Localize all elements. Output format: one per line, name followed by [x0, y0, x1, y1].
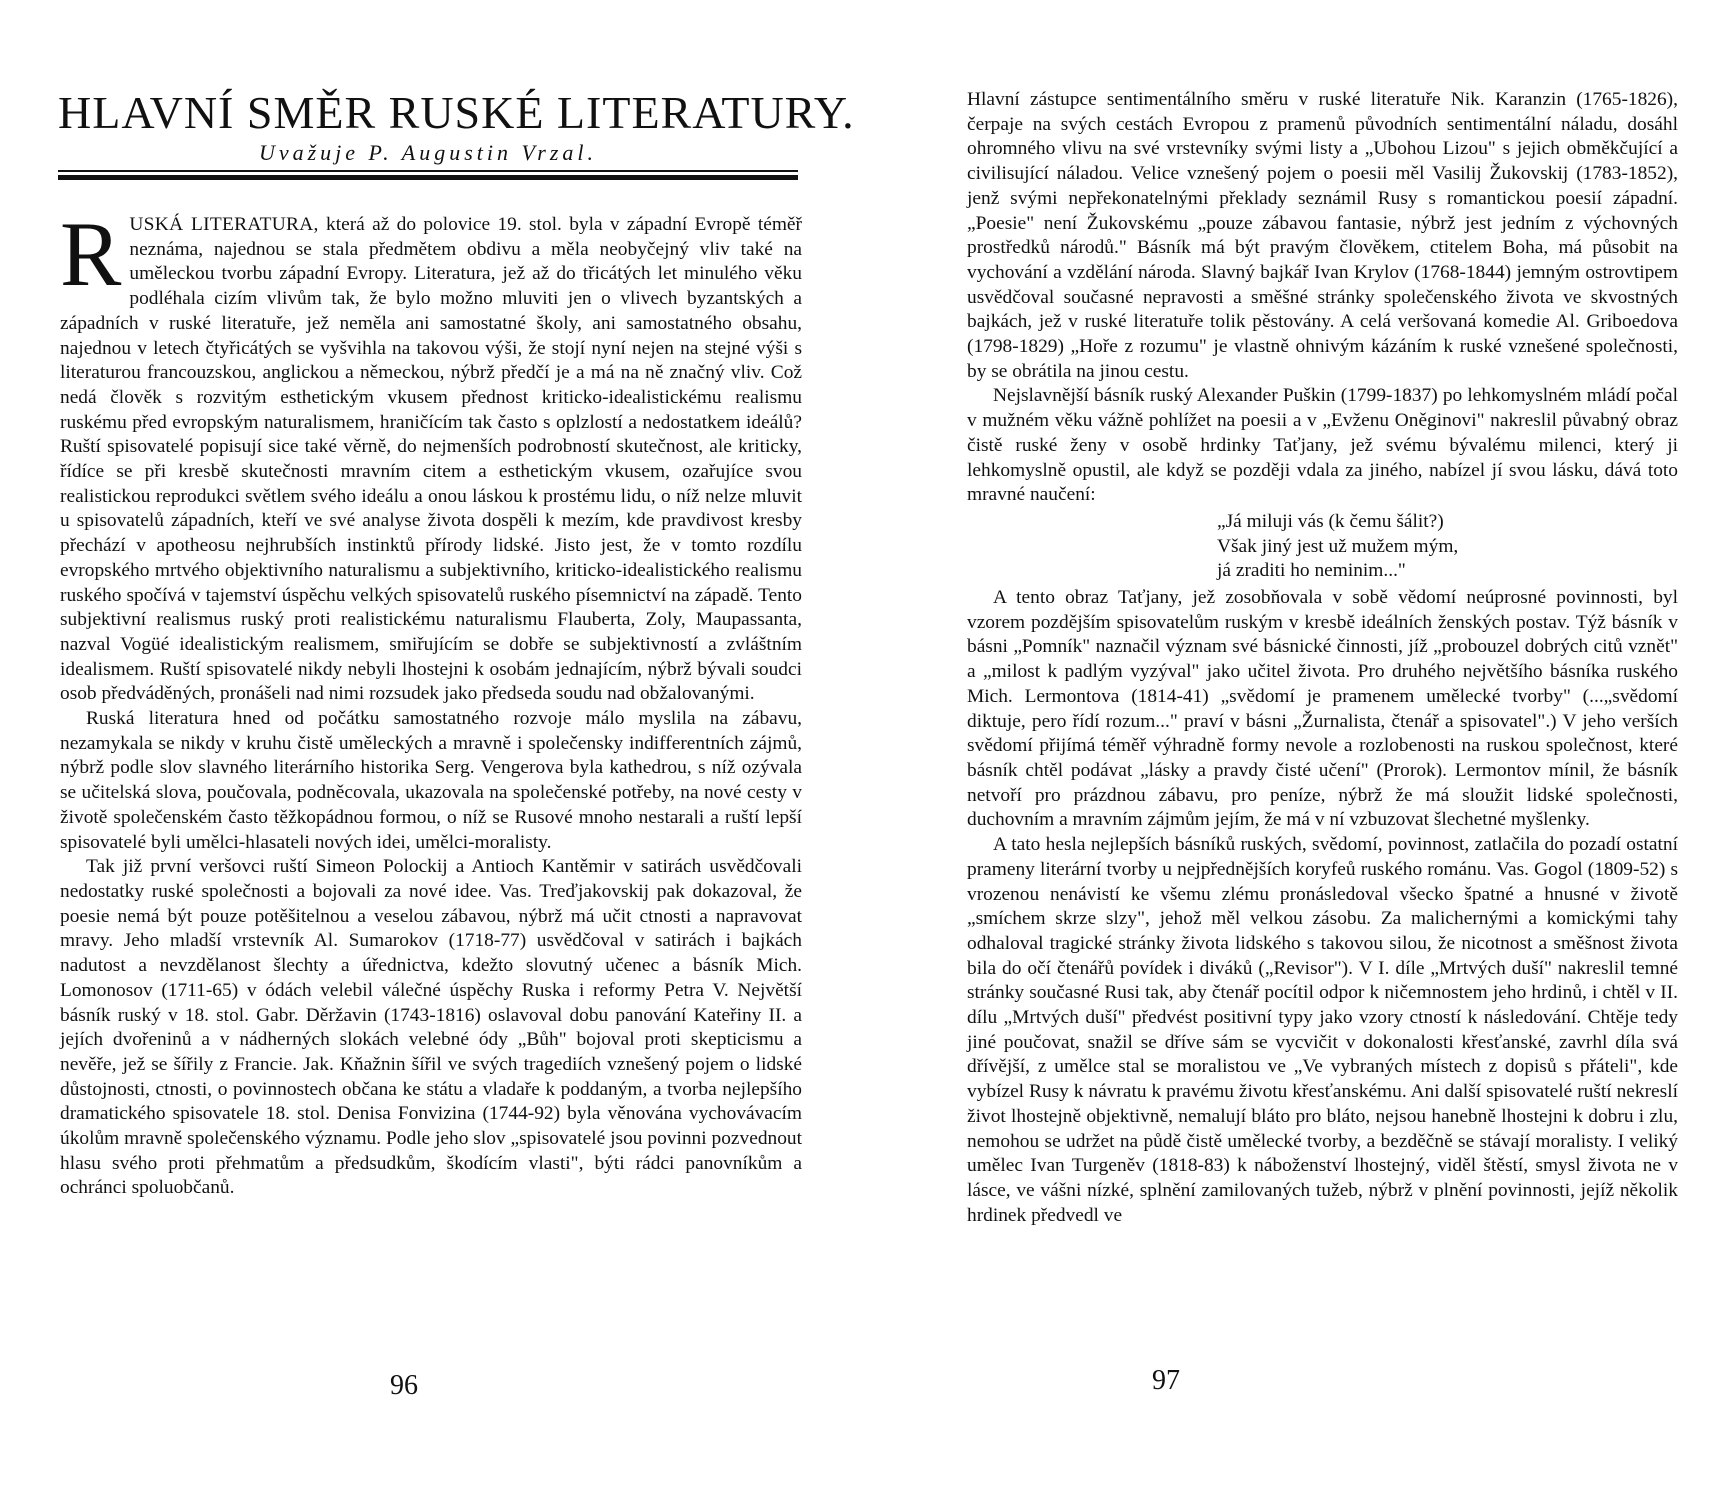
- verse-quote: [1217, 510, 1678, 584]
- verse-line: já zraditi ho neminim...": [1217, 560, 1406, 582]
- intro-caps: USKÁ LITERATURA,: [129, 214, 319, 235]
- paragraph: Ruská literatura hned od počátku samostatného rozvoje málo myslila na zábavu, nezamykala se nikdy v kruhu čistě uměleckých a mravně i společensky indifferentních zájmů, nýbrž podle slov slavného literárního historika Serg. Vengerova byla kathedrou, s níž ozývala se učitelská slova, poučovala, podněcovala, ukazovala na společenské potřeby, na nové cesty v životě společenském často těžkopádnou formou, o níž se Rusové mnoho nestarali a ruští lepší spisovatelé byli umělci-hlasateli nových idei, umělci-moralisty.: [60, 708, 802, 853]
- paragraph: A tento obraz Taťjany, jež zosobňovala v sobě vědomí neúprosné povinnosti, byl vzorem pozdějším spisovatelům ruským v kresbě ideálních ženských postav. Týž básník v básni „Pomník" naznačil význam své básnické činnosti, jíž „probouzel dobrých citů vznět" a „milost k padlým vyzýval" jako učitel života. Pro druhého největšího básníka ruského Mich. Lermontova (1814-41) „svědomí je pramenem umělecké tvorby" (...„svědomí diktuje, pero řídí rozum..." praví v básni „Žurnalista, čtenář a spisovatel".) V jeho verších svědomí přijímá téměř výhradně formy nevole a rozlobenosti na ruskou společnost, které básník chtěl podávat „lásky a pravdy čisté učení" (Prorok). Lermontov mínil, že básník netvoří pro prázdnou zábavu, pro peníze, nýbrž že má sloužit lidské společnosti, duchovním a mravním zájmům jejím, že má v ní vzbuzovat šlechetné myšlenky.: [967, 587, 1678, 831]
- paragraph: Nejslavnější básník ruský Alexander Puškin (1799-1837) po lehkomyslném mládí počal v mužném věku vážně pohlížet na poesii a v „Evženu Oněginovi" nakreslil půvabný obraz čistě ruské ženy v osobě hrdinky Taťjany, jež svému bývalému milenci, který ji lehkomyslně opustil, ale když se později vdala za jiného, nabízel jí svou lásku, dává toto mravné naučení:: [967, 385, 1678, 506]
- paragraph-text: která až do polovice 19. stol. byla v západní Evropě téměř neznáma, najednou se stala předmětem obdivu a měla neobyčejný vliv také na uměleckou tvorbu západní Evropy. Literatura, jež až do třicátých let minulého věku podléhala cizím vlivům tak, že bylo možno mluviti jen o vlivech byzantských a západních v ruské literatuře, jež neměla ani samostatné školy, ani samostatného obsahu, najednou v letech čtyřicátých se vyšvihla na takovou výši, že stojí nyní nejen na stejné výši s literaturou francouzskou, anglickou a německou, nýbrž předčí je a má na ně značný vliv. Což nedá člověk s rozvitým esthetickým vkusem přednost kriticko-idealistickému realismu ruskému před evropským naturalismem, hraničícím tak často s oplzlostí a nedostatkem ideálů? Ruští spisovatelé popisují sice také věrně, do nejmenších podrobností skutečnost, ale kriticky, řídíce se při kresbě skutečnosti mravním citem a esthetickým vkusem, ozařujíce svou realistickou reprodukci světlem svého ideálu a onou láskou k prostému lidu, o níž nelze mluvit u spisovatelů západních, kteří ve své analyse života dospěli k mezím, kde pravdivost kresby přechází v apotheosu nejhrubších instinktů přírody lidské. Jisto jest, že v tomto rozdílu evropského mrtvého objektivního naturalismu a subjektivního, kriticko-idealistického realismu ruského spočívá v tajemství úspěchu velkých spisovatelů ruského písemnictví na západě. Tento subjektivní realismus ruský proti realistickému naturalismu Flauberta, Zoly, Maupassanta, nazval Vogüé idealistickým realismem, smiřujícím se dobře se subjektivností a zvláštním idealismem. Ruští spisovatelé nikdy nebyli lhostejni k osobám jednajícím, nýbrž bývali soudci osob předváděných, pronášeli nad nimi rozsudek jako předseda soudu nad obžalovanými.: [60, 214, 802, 705]
- right-page: [862, 0, 1724, 1500]
- drop-cap: R: [60, 203, 122, 305]
- title-rule-thin: [58, 170, 798, 172]
- paragraph: A tato hesla nejlepších básníků ruských, svědomí, povinnost, zatlačila do pozadí ostatní prameny literární tvorby u nejpřednějších koryfeů ruského románu. Vas. Gogol (1809-52) s vrozenou nenávistí ke všemu zlému pronásledoval všecko špatné a hnusné v životě „smíchem skrze slzy", jehož měl velkou zásobu. Za malichernými a komickými tahy odhaloval tragické stránky života lidského s takovou silou, že nicotnost a směšnost života bila do očí čtenářů povídek i diváků („Revisor"). V I. díle „Mrtvých duší" nakreslil temné stránky současné Rusi tak, aby čtenář pocítil odpor k ničemnostem jeho hrdinů, i chtěl v II. dílu „Mrtvých duší" předvést positivní typy jako vzory ctností k následování. Chtěje tedy jiné poučovat, snažil se dříve sám se vycvičit v dokonalosti křesťanské, zavrhl díla svá dřívější, z umělce stal se moralistou ve „Ve vybraných místech z dopisů s přáteli", kde vybízel Rusy k návratu k pravému životu křesťanskému. Ani další spisovatelé ruští nekreslí život lhostejně objektivně, nemalují bláto pro bláto, nejsou hanebně lhostejni k dobru i zlu, nemohou se udržet na půdě čistě umělecké tvorby, a bezděčně se stávají moralisty. I veliký umělec Ivan Turgeněv (1818-83) k náboženství lhostejný, viděl štěstí, smysl života ne v lásce, ve vášni nízké, splnění zamilovaných tužeb, nýbrž v plnění povinnosti, jejíž několik hrdinek předvedl ve: [967, 834, 1678, 1226]
- paragraph: Tak již první veršovci ruští Simeon Polockij a Antioch Kantěmir v satirách usvědčovali nedostatky ruské společnosti a bojovali za nové idee. Vas. Treďjakovskij pak dokazoval, že poesie nemá být pouze potěšitelnou a veselou zábavou, nýbrž má učit ctnosti a napravovat mravy. Jeho mladší vrstevník Al. Sumarokov (1718-77) usvědčoval v satirách i bajkách nadutost a nevzdělanost šlechty a úřednictva, kdežto slovutný učenec a básník Mich. Lomonosov (1711-65) v ódách velebil válečné úspěchy Ruska i reformy Petra V. Největší básník ruský v 18. stol. Gabr. Děržavin (1743-1816) oslavoval dobu panování Kateřiny II. a jejích dvořeninů a v nádherných slokách velebné ódy „Bůh" bojoval proti skepticismu a nevěře, jež se šířily z Francie. Jak. Kňažnin šířil ve svých tragediích vznešený pojem o lidské důstojnosti, ctnosti, o povinnostech občana ke státu a vladaře k poddaným, a tvorba nejlepšího dramatického spisovatele 18. stol. Denisa Fonvizina (1744-92) byla věnována vychovávacím úkolům mravně společenského významu. Podle jeho slov „spisovatelé jsou povinni pozvednout hlasu svého proti přehmatům a předsudkům, škodícím vlasti", býti rádci panovníkům a ochránci spoluobčanů.: [60, 856, 802, 1199]
- title-rule-thick: [58, 175, 798, 180]
- verse-line: Však jiný jest už mužem mým,: [1217, 535, 1459, 557]
- page-number-right: 97: [1152, 1365, 1180, 1396]
- page-number-left: 96: [390, 1370, 418, 1401]
- paragraph: [60, 203, 802, 707]
- verse-line: „Já miluji vás (k čemu šálit?): [1217, 510, 1444, 532]
- left-body-text: [60, 203, 802, 1201]
- article-title: HLAVNÍ SMĚR RUSKÉ LITERATURY.: [58, 87, 855, 138]
- right-body-text: [967, 88, 1678, 1228]
- article-author: Uvažuje P. Augustin Vrzal.: [258, 140, 598, 165]
- paragraph: Hlavní zástupce sentimentálního směru v ruské literatuře Nik. Karanzin (1765-1826), čerpaje na svých cestách Evropou z pramenů původních sentimentální náladu, dosáhl ohromného vlivu na své vrstevníky svými listy a „Ubohou Lizou" s jejich obměkčující a civilisující náladou. Velice vznešený pojem o poesii měl Vasilij Žukovskij (1783-1852), jenž svými nepřekonatelnými překlady seznámil Rusy s romantickou poesií západní. „Poesie" není Žukovskému „pouze zábavou fantasie, nýbrž jest jedním z výchovných prostředků národů." Básník má být pravým člověkem, ctitelem Boha, má působit na vychování a vzdělání národa. Slavný bajkář Ivan Krylov (1768-1844) jemným ostrovtipem usvědčoval současné nepravosti a směšné stránky společenského života ve skvostných bajkách, jež v ruské literatuře tolik pěstovány. A celá veršovaná komedie Al. Griboedova (1798-1829) „Hoře z rozumu" je vlastně ohnivým kázáním k ruské vznešené společnosti, by se obrátila na jinou cestu.: [967, 89, 1678, 382]
